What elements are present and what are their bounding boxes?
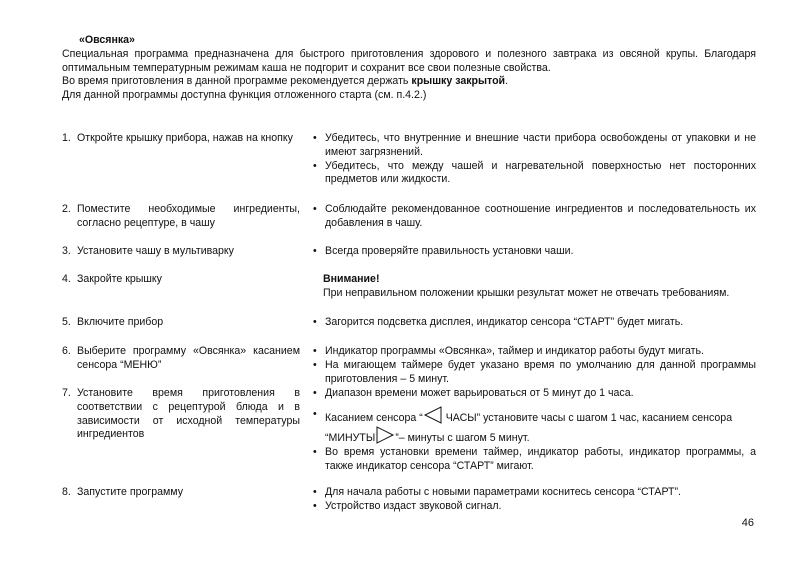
step-number: 6.: [62, 345, 71, 357]
note-item: • Во время установки времени таймер, индикатор работы, индикатор программы, а также индикатор сенсора “СТАРТ” мигают.: [313, 446, 756, 474]
note-item: • Загорится подсветка дисплея, индикатор сенсора “СТАРТ” будет мигать.: [313, 316, 756, 330]
step-notes: [313, 316, 756, 330]
step-text: Выберите программу «Овсянка» касанием сенсора “МЕНЮ”: [77, 345, 300, 371]
warning-text: При неправильном положении крышки результат может не отвечать требованиям.: [323, 286, 730, 299]
step-notes: [313, 245, 756, 259]
step-number: 7.: [62, 387, 71, 399]
note-item: • Убедитесь, что между чашей и нагревательной поверхностью нет посторонних предметов или жидкости.: [313, 160, 756, 188]
triangle-left-icon: [423, 406, 443, 424]
step-instruction: [62, 132, 300, 146]
step-notes: [313, 387, 756, 473]
note-item: • Устройство издаст звуковой сигнал.: [313, 500, 756, 514]
step-number: 5.: [62, 316, 71, 328]
step-text: Откройте крышку прибора, нажав на кнопку: [77, 132, 293, 144]
step-notes: [313, 345, 756, 386]
step-instruction: [62, 345, 300, 373]
step-number: 8.: [62, 486, 71, 498]
step-number: 1.: [62, 132, 71, 144]
program-intro: [62, 34, 756, 103]
step-text: Установите чашу в мультиварку: [77, 245, 234, 257]
step-number: 2.: [62, 203, 71, 215]
step-text: Установите время приготовления в соответствии с рецептурой блюда и в зависимости от исходной температуры ингредиентов: [77, 387, 300, 441]
note-item: • Диапазон времени может варьироваться от 5 минут до 1 часа.: [313, 387, 756, 401]
warning-title: Внимание!: [323, 273, 380, 285]
triangle-right-icon: [375, 426, 395, 444]
step-text: Запустите программу: [77, 486, 183, 498]
intro-paragraph-2: Во время приготовления в данной программе рекомендуется держать крышку закрытой.: [62, 75, 509, 88]
page-number: 46: [741, 517, 754, 529]
step-text: Закройте крышку: [77, 273, 162, 285]
note-item: • Индикатор программы «Овсянка», таймер и индикатор работы будут мигать.: [313, 345, 756, 359]
step-instruction: [62, 387, 300, 442]
step-notes: [313, 132, 756, 187]
step-text: Поместите необходимые ингредиенты, согласно рецептуре, в чашу: [77, 203, 300, 229]
step-number: 3.: [62, 245, 71, 257]
note-item: • Соблюдайте рекомендованное соотношение ингредиентов и последовательность их добавления в чашу.: [313, 203, 756, 231]
intro-paragraph-1: Специальная программа предназначена для быстрого приготовления здорового и полезного завтрака из овсяной крупы. Благодаря оптимальным температурным режимам каша не подгорит и сохранит все свои полезные свойства.: [62, 47, 756, 74]
step-text: Включите прибор: [77, 316, 164, 328]
note-item: • Для начала работы с новыми параметрами коснитесь сенсора “СТАРТ”.: [313, 486, 756, 500]
step-instruction: [62, 203, 300, 231]
step-notes: [313, 486, 756, 514]
step-number: 4.: [62, 273, 71, 285]
note-item: • Касанием сенсора “ ЧАСЫ” установите часы с шагом 1 час, касанием сенсора “МИНУТЫ ”– минуты с шагом 5 минут.: [313, 406, 756, 446]
step-instruction: [62, 316, 300, 330]
program-title: «Овсянка»: [79, 34, 135, 46]
step-instruction: [62, 273, 300, 287]
step-notes: [313, 203, 756, 231]
step-instruction: [62, 486, 300, 500]
step-instruction: [62, 245, 300, 259]
note-item: • Убедитесь, что внутренние и внешние части прибора освобождены от упаковки и не имеют загрязнений.: [313, 132, 756, 160]
lid-closed-emphasis: крышку закрытой: [411, 75, 506, 88]
note-item: • Всегда проверяйте правильность установки чаши.: [313, 245, 756, 259]
note-item: • На мигающем таймере будет указано время по умолчанию для данной программы приготовления – 5 минут.: [313, 359, 756, 387]
intro-paragraph-3: Для данной программы доступна функция отложенного старта (см. п.4.2.): [62, 89, 427, 102]
warning-block: [323, 273, 756, 301]
